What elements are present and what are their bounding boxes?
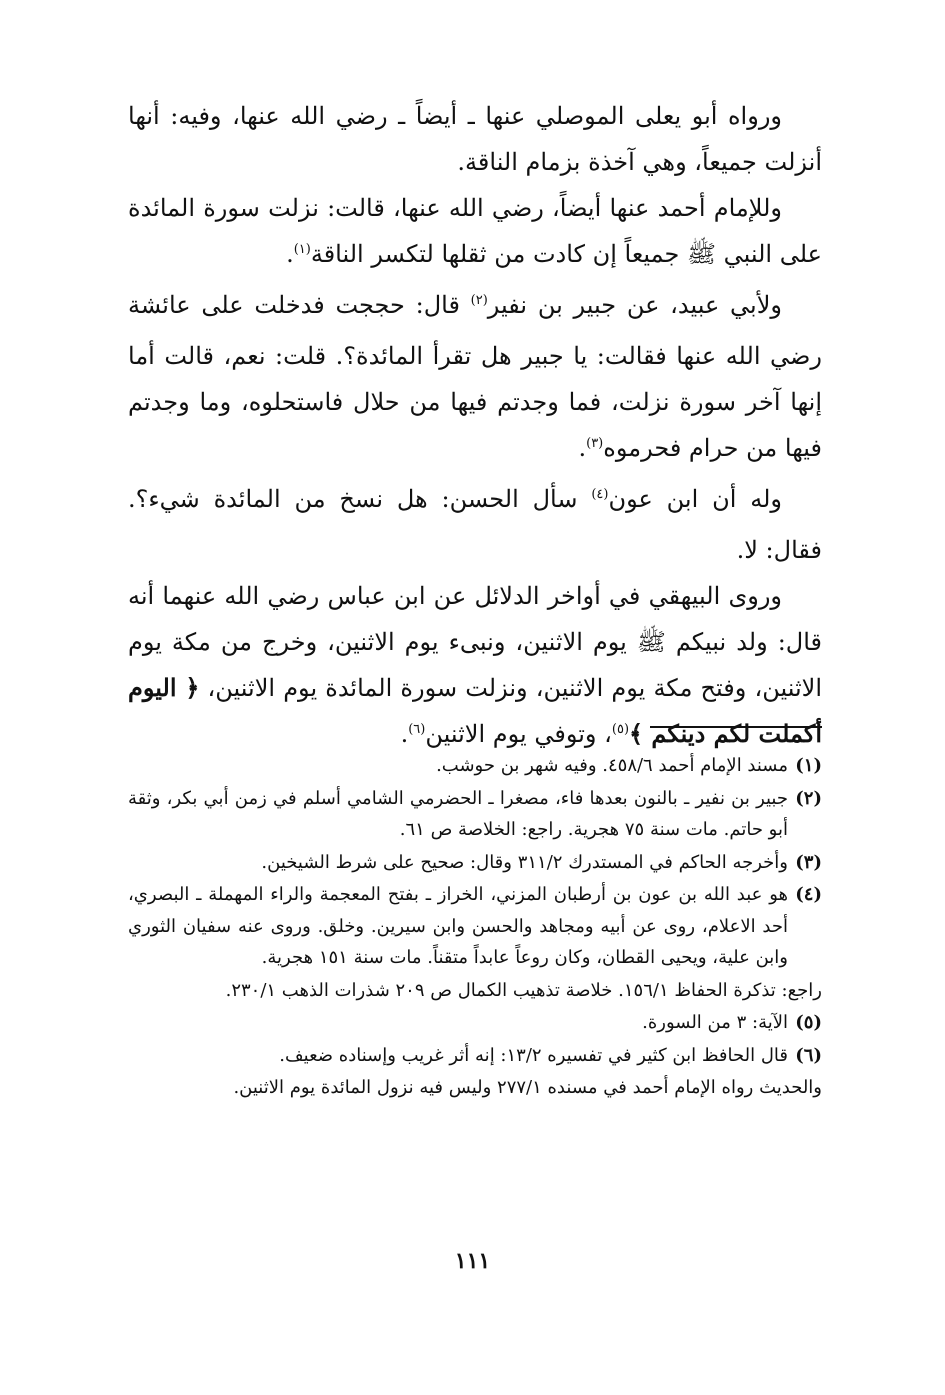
paragraph-4-text-a: وله أن ابن عون (608, 485, 782, 513)
footnote-text: هو عبد الله بن عون بن أرطبان المزني، الخراز ـ بفتح المعجمة والراء المهملة ـ البصري، أحد الاعلام، روى عن أبيه ومجاهد والحسن وابن سيرين. وخلق. وروى عنه سفيان الثوري وابن علية، ويحيى القطان، وكان روعاً عابداً متقناً. مات سنة ١٥١ هجرية. (128, 884, 789, 968)
page-number: ١١١ (454, 1248, 491, 1274)
paragraph-5 (128, 573, 822, 762)
paragraph-3-end: . (578, 434, 587, 462)
paragraph-1-text: ورواه أبو يعلى الموصلي عنها ـ أيضاً ـ رضي الله عنها، وفيه: أنها أنزلت جميعاً، وهي آخذة بزمام الناقة. (128, 102, 822, 176)
footnote-1 (128, 750, 822, 782)
footnote-text: جبير بن نفير ـ بالنون بعدها فاء، مصغرا ـ الحضرمي الشامي أسلم في زمن أبي بكر، وثقة أبو حاتم. مات سنة ٧٥ هجرية. راجع: الخلاصة ص ٦١. (128, 787, 788, 840)
paragraph-2-end: . (286, 240, 294, 268)
footnote-ref-4[interactable]: (٤) (591, 487, 609, 502)
footnote-ref-5[interactable]: (٥) (611, 722, 630, 737)
footnote-number: (٣) (795, 851, 822, 873)
footnote-number: (١) (795, 755, 822, 776)
footnote-number: (٤) (795, 884, 822, 905)
footnote-3 (128, 847, 822, 879)
paragraph-1 (128, 93, 822, 185)
footnote-6-continued (128, 1072, 822, 1104)
footnote-text: وأخرجه الحاكم في المستدرك ٣١١/٢ وقال: صحيح على شرط الشيخين. (261, 851, 788, 873)
footnote-number: (٦) (795, 1044, 822, 1066)
footnote-4-continued (128, 975, 822, 1007)
paragraph-4-text-b: سأل الحسن: هل نسخ من المائدة شيء؟. فقال: لا. (128, 485, 822, 564)
footnote-5 (128, 1007, 822, 1039)
footnote-6 (128, 1040, 822, 1072)
footnote-number: (٥) (795, 1012, 822, 1033)
footnote-4 (128, 879, 822, 974)
footnote-text: الآية: ٣ من السورة. (642, 1012, 788, 1033)
footnote-ref-3[interactable]: (٣) (586, 436, 604, 451)
footnote-2 (128, 783, 822, 846)
paragraph-3 (128, 282, 822, 476)
footnotes (128, 750, 822, 1105)
footnote-text: مسند الإمام أحمد ٤٥٨/٦. وفيه شهر بن حوشب. (436, 755, 788, 776)
paragraph-3-text-b: قال: حججت فدخلت على عائشة رضي الله عنها فقالت: يا جبير هل تقرأ المائدة؟. قلت: نعم، قالت أما إنها آخر سورة نزلت، فما وجدتم فيها من حلال فاستحلوه، وما وجدتم فيها من حرام فحرموه (128, 291, 822, 462)
main-text (128, 93, 822, 762)
footnote-text: راجع: تذكرة الحفاظ ١٥٦/١. خلاصة تذهيب الكمال ص ٢٠٩ شذرات الذهب ٢٣٠/١. (225, 979, 822, 1001)
footnote-ref-6[interactable]: (٦) (408, 722, 426, 737)
paragraph-2 (128, 185, 822, 282)
footnote-text: والحديث رواه الإمام أحمد في مسنده ٢٧٧/١ وليس فيه نزول المائدة يوم الاثنين. (233, 1077, 822, 1098)
paragraph-4 (128, 476, 822, 573)
footnote-divider (650, 726, 822, 728)
quran-verse: ﴿ اليوم أكملت لكم دينكم ﴾ (128, 673, 822, 748)
paragraph-3-text-a: ولأبي عبيد، عن جبير بن نفير (487, 291, 782, 319)
footnote-number: (٢) (795, 787, 822, 809)
paragraph-2-text: وللإمام أحمد عنها أيضاً، رضي الله عنها، قالت: نزلت سورة المائدة على النبي ﷺ جميعاً إن كادت من ثقلها لتكسر الناقة (128, 194, 822, 268)
footnote-ref-2[interactable]: (٢) (470, 293, 488, 308)
paragraph-5-text-a: وروى البيهقي في أواخر الدلائل عن ابن عباس رضي الله عنهما أنه قال: ولد نبيكم ﷺ يوم الاثنين، ونبىء يوم الاثنين، وخرج من مكة يوم الاثنين، وفتح مكة يوم الاثنين، ونزلت سورة المائدة يوم الاثنين، (128, 582, 823, 702)
paragraph-5-end: . (400, 720, 409, 748)
paragraph-5-text-b: ، وتوفي يوم الاثنين (425, 720, 612, 748)
footnote-text: قال الحافظ ابن كثير في تفسيره ١٣/٢: إنه أثر غريب وإسناده ضعيف. (279, 1044, 788, 1066)
footnote-ref-1[interactable]: (١) (293, 242, 311, 257)
